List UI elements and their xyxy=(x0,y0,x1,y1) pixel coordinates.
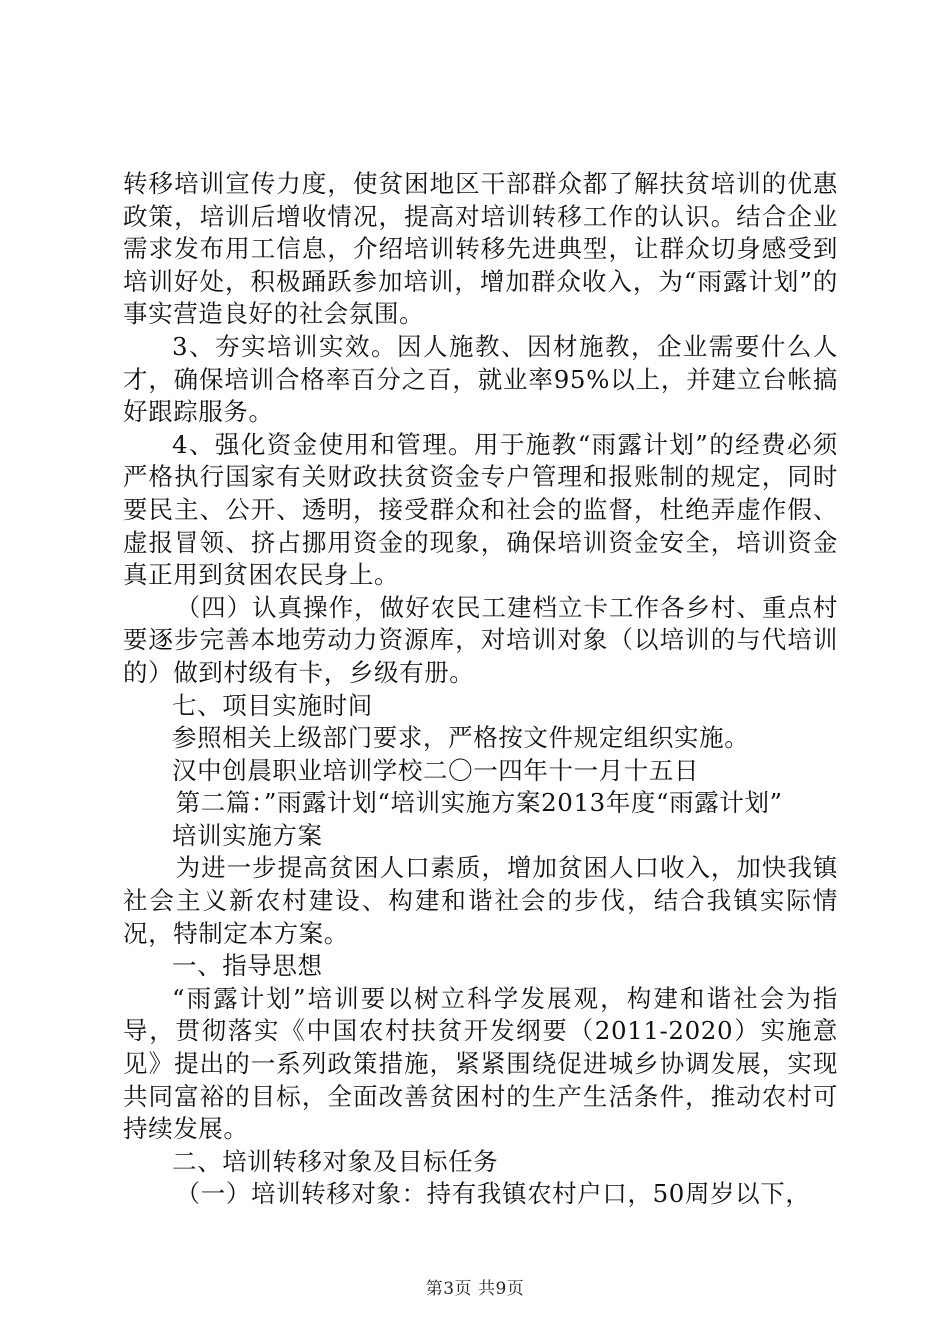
paragraph-implementation: 参照相关上级部门要求，严格按文件规定组织实施。 xyxy=(172,723,750,753)
paragraph-item-3: 3、夯实培训实效。因人施教、因材施教，企业需要什么人才，确保培训合格率百分之百，就业率95%以上，并建立台帐搞好跟踪服务。 xyxy=(123,331,838,427)
signature-line: 汉中创晨职业培训学校二〇一四年十一月十五日 xyxy=(172,755,700,785)
paragraph-intro: 为进一步提高贫困人口素质，增加贫困人口收入，加快我镇社会主义新农村建设、构建和谐社会的步伐，结合我镇实际情况，特制定本方案。 xyxy=(123,853,838,948)
document-body xyxy=(123,168,838,1211)
paragraph-section-4: （四）认真操作，做好农民工建档立卡工作各乡村、重点村要逐步完善本地劳动力资源库，对培训对象（以培训的与代培训的）做到村级有卡，乡级有册。 xyxy=(123,592,838,687)
page-number: 第3页 共9页 xyxy=(425,1279,525,1299)
chapter-title: 第二篇：”雨露计划“培训实施方案2013年度“雨露计划” xyxy=(175,788,783,818)
paragraph-training-targets: （一）培训转移对象：持有我镇农村户口，50周岁以下， xyxy=(175,1179,811,1209)
chapter-subtitle: 培训实施方案 xyxy=(172,820,323,850)
paragraph-item-4: 4、强化资金使用和管理。用于施教“雨露计划”的经费必须严格执行国家有关财政扶贫资金专户管理和报账制的规定，同时要民主、公开、透明，接受群众和社会的监督，杜绝弄虚作假、虚报冒领、挤占挪用资金的现象，确保培训资金安全，培训资金真正用到贫困农民身上。 xyxy=(123,429,838,590)
heading-guiding-thought: 一、指导思想 xyxy=(172,951,323,981)
heading-training-targets: 二、培训转移对象及目标任务 xyxy=(172,1146,499,1176)
paragraph-continuation: 转移培训宣传力度，使贫困地区干部群众都了解扶贫培训的优惠政策，培训后增收情况，提高对培训转移工作的认识。结合企业需求发布用工信息，介绍培训转移先进典型，让群众切身感受到培训好处，积极踊跃参加培训，增加群众收入，为“雨露计划”的事实营造良好的社会氛围。 xyxy=(123,169,838,329)
paragraph-guiding-thought: “雨露计划”培训要以树立科学发展观，构建和谐社会为指导，贯彻落实《中国农村扶贫开发纲要（2011-2020）实施意见》提出的一系列政策措施，紧紧围绕促进城乡协调发展，实现共同富裕的目标，全面改善贫困村的生产生活条件，推动农村可持续发展。 xyxy=(123,983,838,1144)
heading-section-7: 七、项目实施时间 xyxy=(172,690,373,720)
